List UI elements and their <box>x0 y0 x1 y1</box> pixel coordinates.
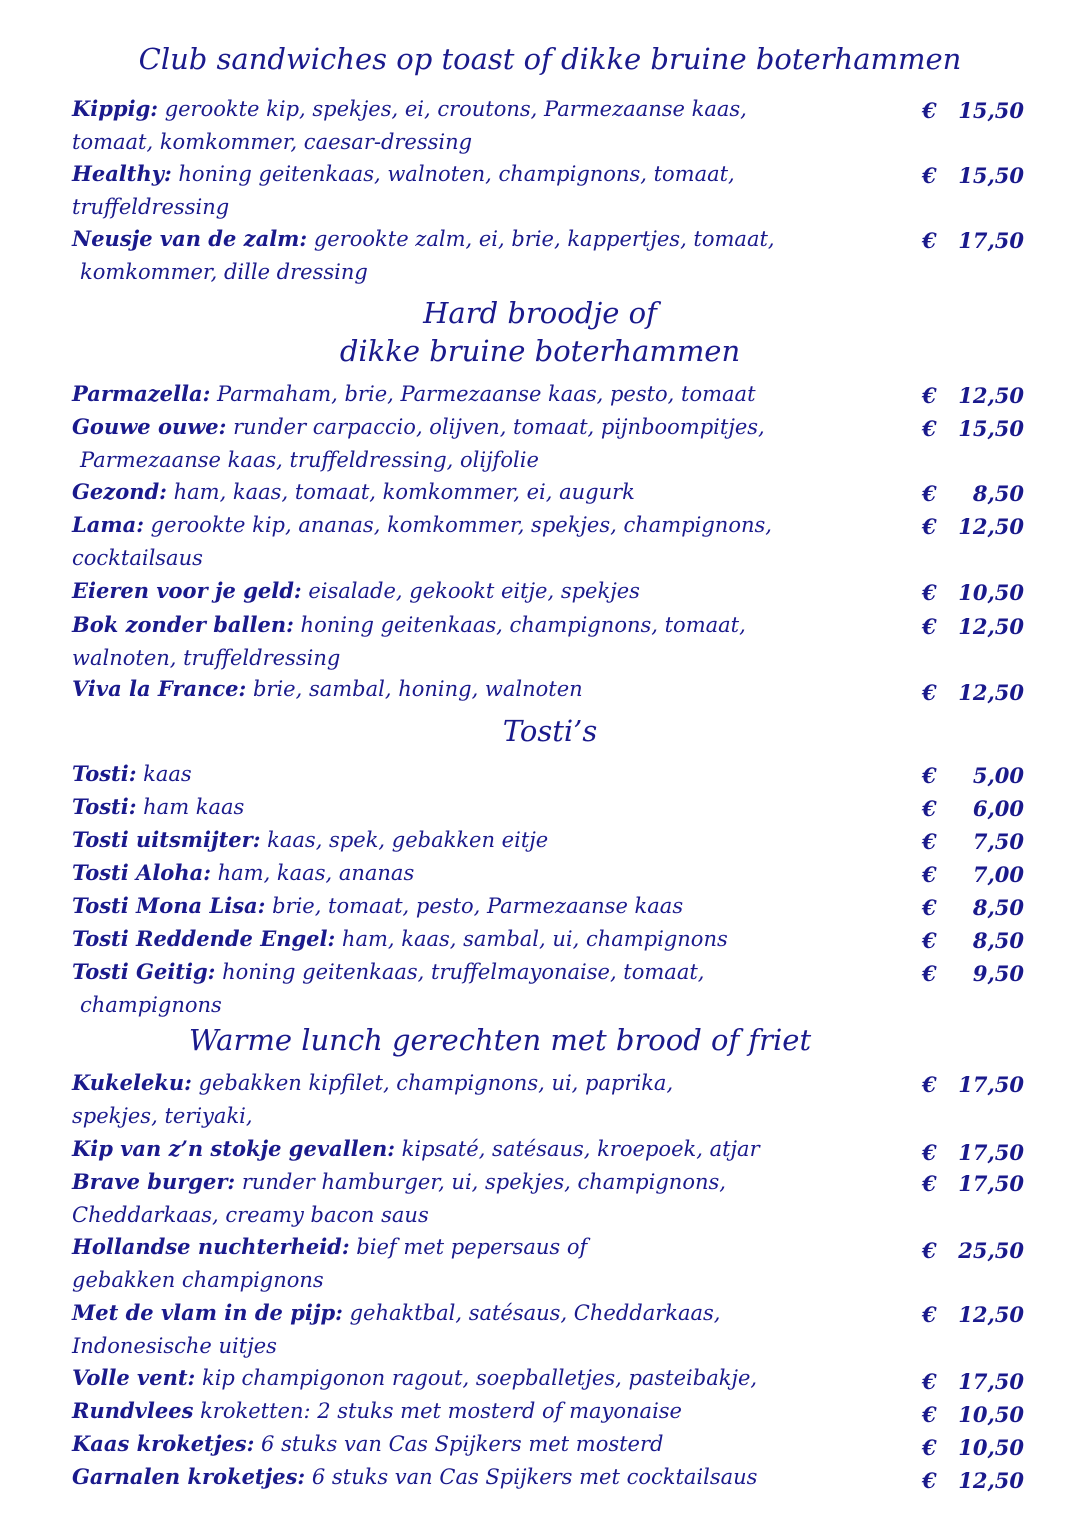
item-description: Parmaham, brie, Parmezaanse kaas, pesto, tomaat <box>210 382 756 406</box>
item-description: kaas, spek, gebakken eitje <box>260 828 549 852</box>
item-price: 15,50 <box>958 163 1024 188</box>
menu-item-kippig <box>72 92 1032 159</box>
item-price: 12,50 <box>958 614 1024 639</box>
item-description: honing geitenkaas, walnoten, champignons, tomaat, <box>171 162 735 186</box>
item-name: Kippig: <box>72 96 159 121</box>
menu-item-parmazella <box>72 377 1032 411</box>
menu-item-tosti-geitig <box>72 955 1032 1022</box>
item-price: 8,50 <box>972 481 1024 506</box>
item-description-line2: Cheddarkaas, creamy bacon saus <box>72 1203 429 1227</box>
item-name: Met de vlam in de pijp: <box>72 1300 343 1325</box>
menu-item-garnalen-kroketjes <box>72 1460 1032 1494</box>
currency-symbol: € <box>922 514 937 539</box>
item-price: 12,50 <box>958 1468 1024 1493</box>
item-price: 15,50 <box>958 416 1024 441</box>
menu-item-kukeleku <box>72 1066 1032 1133</box>
section-title-tostis: Tosti’s <box>502 714 598 748</box>
item-name: Tosti Geitig: <box>72 959 216 984</box>
item-description: brie, tomaat, pesto, Parmezaanse kaas <box>265 894 684 918</box>
item-name: Tosti uitsmijter: <box>72 827 261 852</box>
currency-symbol: € <box>922 763 937 788</box>
item-price: 17,50 <box>958 1171 1024 1196</box>
item-description: kaas <box>136 762 192 786</box>
item-description: runder carpaccio, olijven, tomaat, pijnboompitjes, <box>226 415 765 439</box>
section-title-club-sandwiches: Club sandwiches op toast of dikke bruine boterhammen <box>138 42 962 76</box>
item-price: 5,00 <box>972 763 1024 788</box>
item-price: 17,50 <box>958 1072 1024 1097</box>
item-description: 6 stuks van Cas Spijkers met cocktailsaus <box>305 1465 758 1489</box>
currency-symbol: € <box>922 1072 937 1097</box>
item-price: 10,50 <box>958 580 1024 605</box>
item-price: 6,00 <box>972 796 1024 821</box>
item-price: 12,50 <box>958 1302 1024 1327</box>
menu-item-tosti-ham-kaas <box>72 790 1032 824</box>
menu-item-tosti-uitsmijter <box>72 823 1032 857</box>
item-price: 12,50 <box>958 680 1024 705</box>
menu-item-met-de-vlam-in-de-pijp <box>72 1296 1032 1363</box>
item-name: Neusje van de zalm: <box>72 226 308 251</box>
item-price: 17,50 <box>958 228 1024 253</box>
item-name: Kukeleku: <box>72 1070 192 1095</box>
item-price: 17,50 <box>958 1369 1024 1394</box>
menu-item-volle-vent <box>72 1361 1032 1395</box>
item-description: brie, sambal, honing, walnoten <box>246 677 583 701</box>
section-title-hard-broodje: Hard broodje of dikke bruine boterhammen <box>339 296 741 368</box>
currency-symbol: € <box>922 895 937 920</box>
menu-item-kaas-kroketjes <box>72 1427 1032 1461</box>
menu-item-tosti-kaas <box>72 757 1032 791</box>
item-price: 17,50 <box>958 1140 1024 1165</box>
item-name: Parmazella: <box>72 381 211 406</box>
currency-symbol: € <box>922 1369 937 1394</box>
currency-symbol: € <box>922 1140 937 1165</box>
menu-item-eieren-voor-je-geld <box>72 574 1032 608</box>
item-name: Viva la France: <box>72 676 247 701</box>
item-description: gebakken kipfilet, champignons, ui, paprika, <box>191 1071 674 1095</box>
item-description: ham, kaas, ananas <box>210 861 415 885</box>
item-name: Gouwe ouwe: <box>72 414 227 439</box>
item-name: Garnalen kroketjes: <box>72 1464 306 1489</box>
item-description: kipsaté, satésaus, kroepoek, atjar <box>394 1137 760 1161</box>
currency-symbol: € <box>922 228 937 253</box>
item-description-line2: Indonesische uitjes <box>72 1334 277 1358</box>
item-price: 8,50 <box>972 928 1024 953</box>
menu-item-viva-la-france <box>72 672 1032 706</box>
item-name: Kip van z’n stokje gevallen: <box>72 1136 395 1161</box>
menu-item-gezond <box>72 475 1032 509</box>
item-description: eisalade, gekookt eitje, spekjes <box>301 579 640 603</box>
item-name: Tosti Reddende Engel: <box>72 926 336 951</box>
item-name: Rundvlees <box>72 1398 194 1423</box>
item-description: ham, kaas, sambal, ui, champignons <box>335 927 728 951</box>
currency-symbol: € <box>922 1238 937 1263</box>
menu-item-tosti-reddende-engel <box>72 922 1032 956</box>
currency-symbol: € <box>922 796 937 821</box>
currency-symbol: € <box>922 928 937 953</box>
item-description-line2: champignons <box>80 993 222 1017</box>
item-name: Healthy: <box>72 161 172 186</box>
item-description: kip champigonon ragout, soepballetjes, pasteibakje, <box>195 1366 758 1390</box>
item-description: gerookte kip, ananas, komkommer, spekjes, champignons, <box>143 513 772 537</box>
menu-item-rundvlees-kroketten <box>72 1394 1032 1428</box>
item-description-line2: Parmezaanse kaas, truffeldressing, olijfolie <box>80 448 539 472</box>
item-price: 10,50 <box>958 1435 1024 1460</box>
menu-item-tosti-mona-lisa <box>72 889 1032 923</box>
item-description: ham kaas <box>136 795 245 819</box>
item-name: Bok zonder ballen: <box>72 612 294 637</box>
menu-item-brave-burger <box>72 1165 1032 1232</box>
item-name: Hollandse nuchterheid: <box>72 1234 350 1259</box>
item-description: kroketten: 2 stuks met mosterd of mayonaise <box>193 1399 682 1423</box>
currency-symbol: € <box>922 416 937 441</box>
item-name: Lama: <box>72 512 144 537</box>
item-name: Brave burger: <box>72 1169 236 1194</box>
item-price: 7,50 <box>972 829 1024 854</box>
section-title-warme-lunch: Warme lunch gerechten met brood of friet <box>188 1023 812 1057</box>
item-price: 7,00 <box>972 862 1024 887</box>
item-price: 8,50 <box>972 895 1024 920</box>
currency-symbol: € <box>922 580 937 605</box>
currency-symbol: € <box>922 1468 937 1493</box>
item-description-line2: tomaat, komkommer, caesar-dressing <box>72 130 473 154</box>
currency-symbol: € <box>922 961 937 986</box>
currency-symbol: € <box>922 829 937 854</box>
item-description-line2: cocktailsaus <box>72 546 203 570</box>
currency-symbol: € <box>922 862 937 887</box>
currency-symbol: € <box>922 1435 937 1460</box>
item-name: Tosti: <box>72 761 137 786</box>
item-price: 25,50 <box>958 1238 1024 1263</box>
item-description-line2: spekjes, teriyaki, <box>72 1104 253 1128</box>
item-description: honing geitenkaas, truffelmayonaise, tomaat, <box>215 960 705 984</box>
item-name: Kaas kroketjes: <box>72 1431 255 1456</box>
item-description: ham, kaas, tomaat, komkommer, ei, augurk <box>166 480 635 504</box>
item-description-line2: truffeldressing <box>72 195 230 219</box>
item-description: 6 stuks van Cas Spijkers met mosterd <box>254 1432 664 1456</box>
currency-symbol: € <box>922 1302 937 1327</box>
item-price: 12,50 <box>958 383 1024 408</box>
item-description: gehaktbal, satésaus, Cheddarkaas, <box>342 1301 721 1325</box>
menu-item-bok-zonder-ballen <box>72 608 1032 675</box>
item-description: gerookte kip, spekjes, ei, croutons, Parmezaanse kaas, <box>158 97 747 121</box>
currency-symbol: € <box>922 383 937 408</box>
item-name: Tosti: <box>72 794 137 819</box>
menu-item-tosti-aloha <box>72 856 1032 890</box>
currency-symbol: € <box>922 1402 937 1427</box>
item-description-line2: gebakken champignons <box>72 1268 324 1292</box>
currency-symbol: € <box>922 680 937 705</box>
item-description: bief met pepersaus of <box>349 1235 588 1259</box>
menu-item-healthy <box>72 157 1032 224</box>
currency-symbol: € <box>922 481 937 506</box>
menu-item-neusje-van-de-zalm <box>72 222 1032 289</box>
currency-symbol: € <box>922 98 937 123</box>
currency-symbol: € <box>922 163 937 188</box>
item-description: gerookte zalm, ei, brie, kappertjes, tomaat, <box>307 227 775 251</box>
item-description-line2: komkommer, dille dressing <box>80 260 368 284</box>
item-name: Tosti Aloha: <box>72 860 211 885</box>
currency-symbol: € <box>922 1171 937 1196</box>
item-price: 12,50 <box>958 514 1024 539</box>
menu-item-lama <box>72 508 1032 575</box>
item-name: Volle vent: <box>72 1365 196 1390</box>
item-price: 15,50 <box>958 98 1024 123</box>
item-price: 9,50 <box>972 961 1024 986</box>
item-name: Tosti Mona Lisa: <box>72 893 266 918</box>
item-name: Eieren voor je geld: <box>72 578 302 603</box>
item-description: runder hamburger, ui, spekjes, champignons, <box>235 1170 726 1194</box>
menu-item-gouwe-ouwe <box>72 410 1032 477</box>
item-name: Gezond: <box>72 479 167 504</box>
menu-item-kip-van-zn-stokje-gevallen <box>72 1132 1032 1166</box>
currency-symbol: € <box>922 614 937 639</box>
item-price: 10,50 <box>958 1402 1024 1427</box>
menu-item-hollandse-nuchterheid <box>72 1230 1032 1297</box>
item-description: honing geitenkaas, champignons, tomaat, <box>293 613 746 637</box>
item-description-line2: walnoten, truffeldressing <box>72 646 341 670</box>
